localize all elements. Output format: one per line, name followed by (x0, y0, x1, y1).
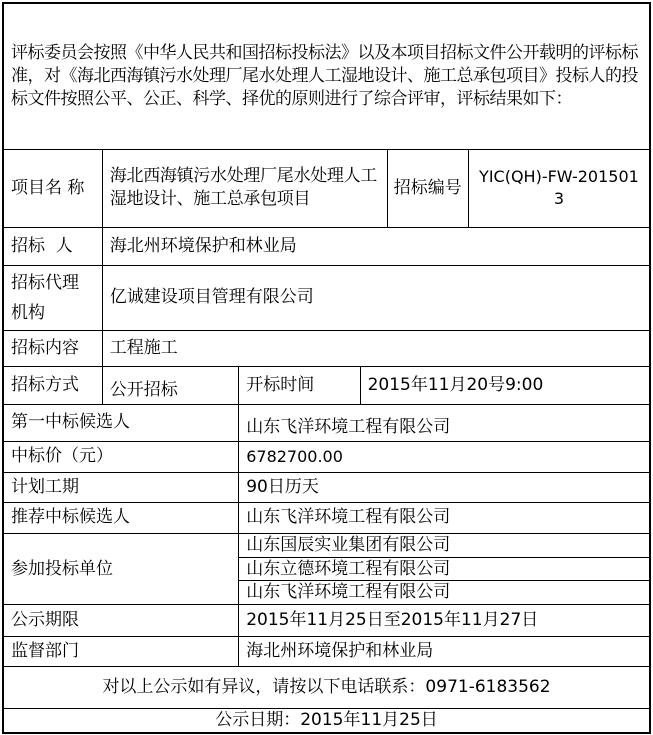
row-tender-method (3, 366, 650, 404)
row-publicity-date (3, 709, 650, 733)
bidders-label: 参加投标单位 (3, 533, 239, 605)
row-project-name (3, 149, 650, 227)
publicity-date: 公示日期：2015年11月25日 (3, 709, 650, 733)
row-supervision-dept (3, 637, 650, 667)
first-candidate-value: 山东飞洋环境工程有限公司 (239, 404, 650, 441)
bidder-item-2: 山东立德环境工程有限公司 (239, 557, 650, 581)
row-publicity-period (3, 605, 650, 637)
row-tender-content (3, 330, 650, 366)
tenderee-label: 招标 人 (3, 227, 102, 265)
objection-contact-note: 对以上公示如有异议，请按以下电话联系：0971-6183562 (3, 667, 650, 709)
row-first-candidate (3, 404, 650, 441)
tenderee-value: 海北州环境保护和林业局 (102, 227, 650, 265)
tender-number-label: 招标编号 (387, 149, 468, 227)
row-recommended-candidate (3, 502, 650, 533)
project-name-value: 海北西海镇污水处理厂尾水处理人工湿地设计、施工总承包项目 (102, 149, 387, 227)
row-intro (3, 3, 650, 149)
tender-number-value: YIC(QH)-FW-2015013 (468, 149, 650, 227)
row-winning-price (3, 441, 650, 472)
first-candidate-label: 第一中标候选人 (3, 404, 239, 441)
row-tenderee (3, 227, 650, 265)
row-planned-duration (3, 472, 650, 502)
planned-duration-value: 90日历天 (239, 472, 650, 502)
winning-price-label: 中标价（元） (3, 441, 239, 472)
winning-price-value: 6782700.00 (239, 441, 650, 472)
row-objection-contact (3, 667, 650, 709)
publicity-period-value: 2015年11月25日至2015年11月27日 (239, 605, 650, 637)
tender-method-label: 招标方式 (3, 366, 102, 404)
supervision-dept-label: 监督部门 (3, 637, 239, 667)
opening-time-label: 开标时间 (239, 366, 360, 404)
tender-method-value: 公开招标 (102, 366, 238, 404)
recommended-candidate-label: 推荐中标候选人 (3, 502, 239, 533)
tender-content-label: 招标内容 (3, 330, 102, 366)
row-bidder-1 (3, 533, 650, 557)
project-name-label: 项目名 称 (3, 149, 102, 227)
row-agency (3, 265, 650, 330)
planned-duration-label: 计划工期 (3, 472, 239, 502)
agency-value: 亿诚建设项目管理有限公司 (102, 265, 650, 330)
supervision-dept-value: 海北州环境保护和林业局 (239, 637, 650, 667)
bidder-item-3: 山东飞洋环境工程有限公司 (239, 581, 650, 605)
intro-paragraph: 评标委员会按照《中华人民共和国招标投标法》以及本项目招标文件公开载明的评标标准，对《海北西海镇污水处理厂尾水处理人工湿地设计、施工总承包项目》投标人的投标文件按照公平、公正、科学、择优的原则进行了综合评审，评标结果如下： (3, 3, 650, 149)
publicity-period-label: 公示期限 (3, 605, 239, 637)
bidder-item-1: 山东国辰实业集团有限公司 (239, 533, 650, 557)
agency-label: 招标代理机构 (3, 265, 102, 330)
opening-time-value: 2015年11月20号9:00 (360, 366, 650, 404)
bid-evaluation-result-table (2, 2, 651, 734)
recommended-candidate-value: 山东飞洋环境工程有限公司 (239, 502, 650, 533)
tender-content-value: 工程施工 (102, 330, 650, 366)
